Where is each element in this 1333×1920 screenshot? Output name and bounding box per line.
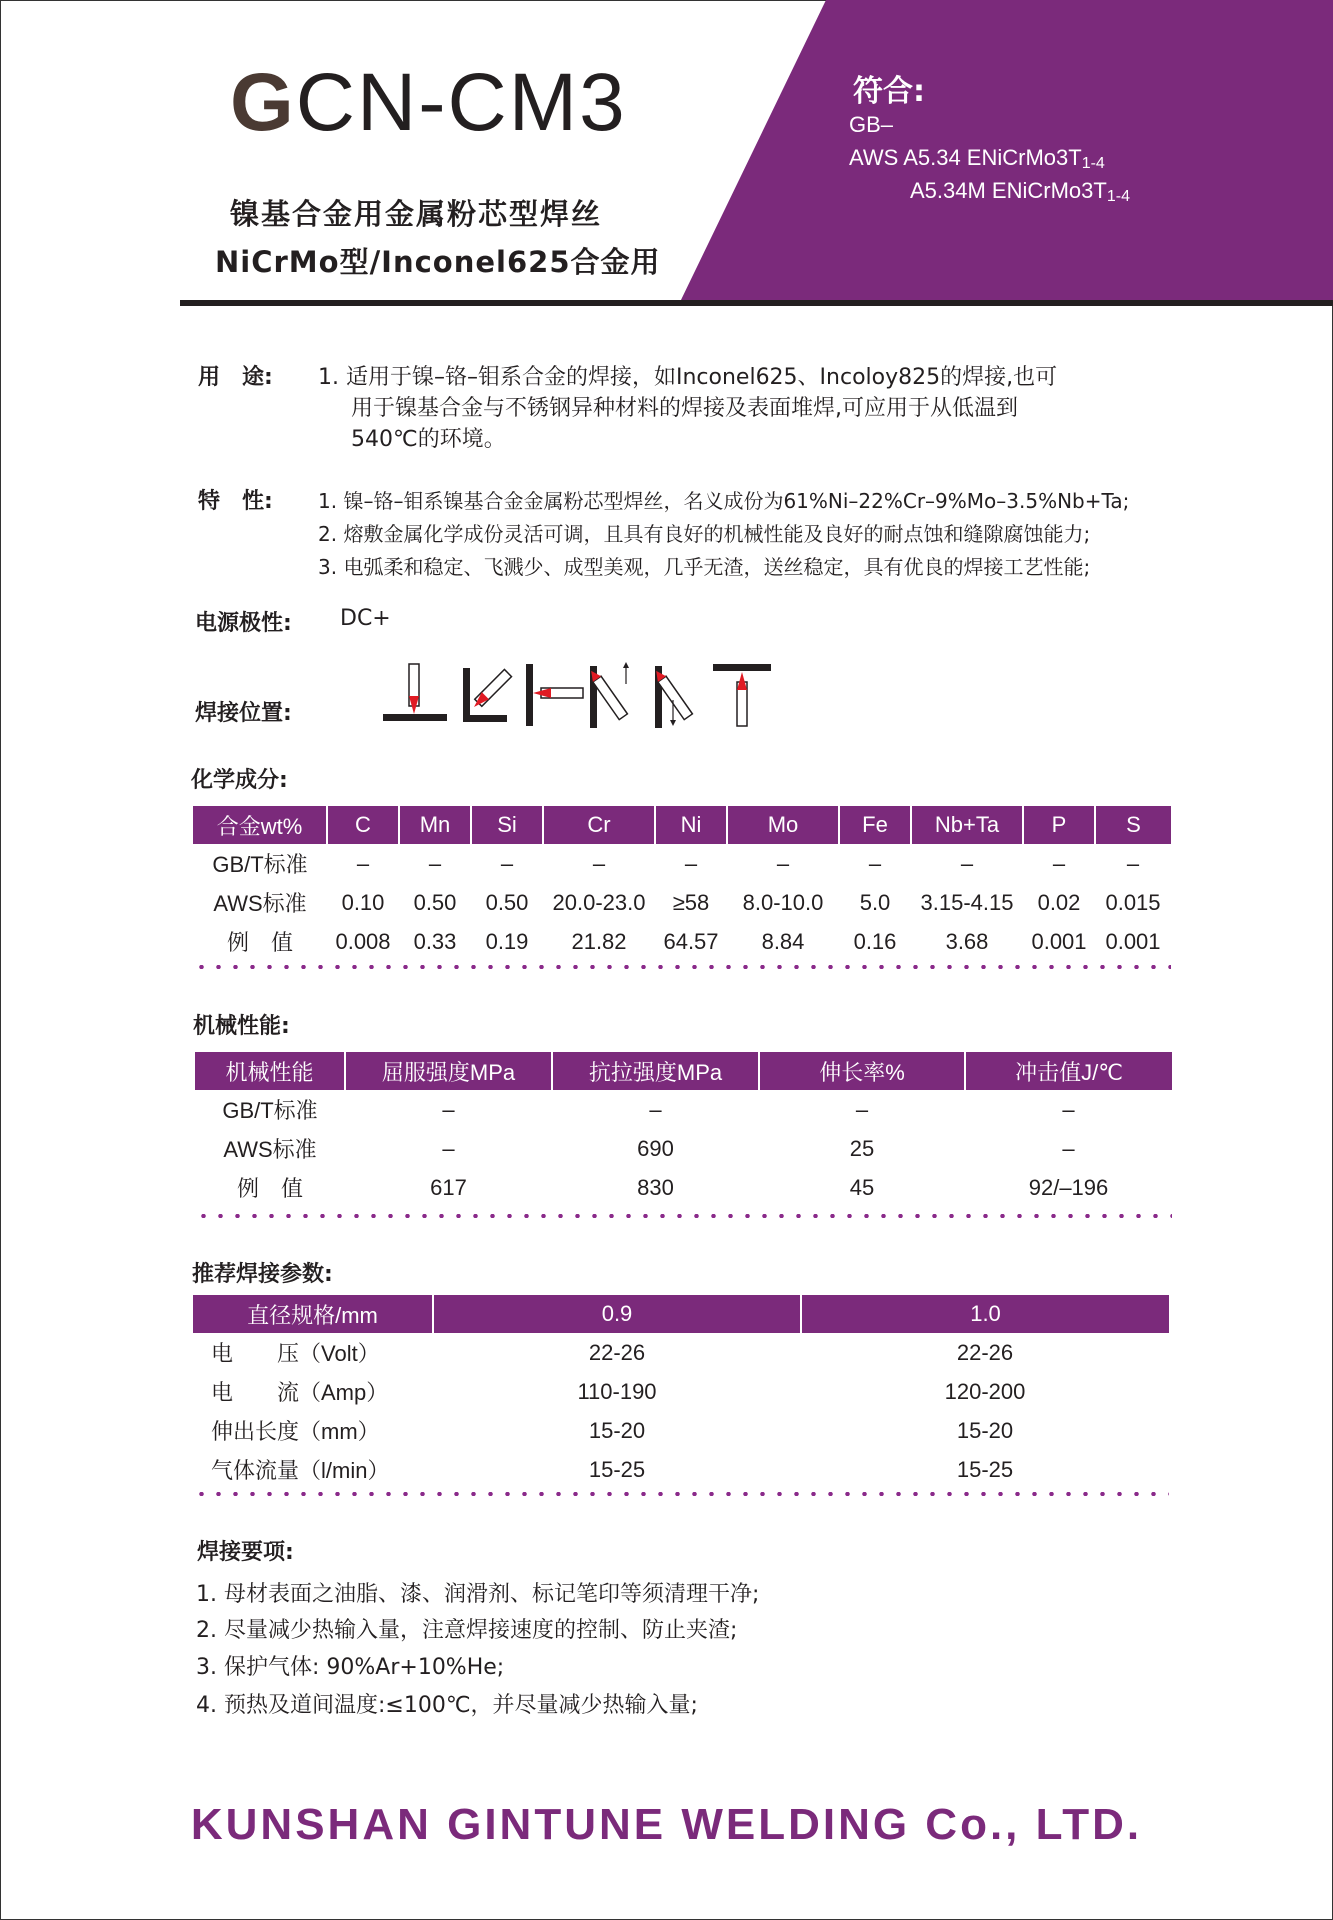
params-header-row [193,1295,1169,1333]
product-subtitle-alloy: NiCrMo型/Inconel625合金用 [215,245,661,279]
standard-aws-a534m: A5.34M $ENiCrMo3T_{1-4}$ [910,178,1130,205]
overhead-position-icon [713,664,771,726]
table-row [193,1450,1169,1489]
mechanical-table [195,1052,1172,1207]
table-cell: 0.001 [1031,928,1087,954]
column-header: Nb+Ta [911,806,1023,844]
chemistry-dotted-divider [193,965,1171,969]
table-cell: 0.50 [413,889,457,915]
column-header: C [327,806,399,844]
table-cell: – [1126,850,1140,876]
table-cell: 8.0-10.0 [742,889,824,915]
table-cell: 110-190 [577,1378,657,1404]
table-row [195,1090,1172,1129]
usage-line-1: 1. 适用于镍–铬–钼系合金的焊接，如Inconel625、Incoloy825的焊接,也可 [318,365,1058,390]
params-label: 推荐焊接参数: [192,1262,333,1287]
table-row [193,883,1171,922]
header-rule [180,300,1333,306]
usage-line-3: 540℃的环境。 [351,427,506,452]
table-cell: 伸出长度（mm） [211,1419,380,1444]
notes-label: 焊接要项: [197,1540,294,1565]
table-cell: AWS标准 [213,891,307,916]
mechanical-label: 机械性能: [193,1014,290,1039]
polarity-value: DC+ [340,606,391,631]
table-row [193,1411,1169,1450]
table-cell: GB/T标准 [212,852,308,877]
chemistry-label: 化学成分: [191,768,288,793]
table-row [193,844,1171,883]
product-subtitle-cn: 镍基合金用金属粉芯型焊丝 [230,197,603,231]
column-header: P [1023,806,1095,844]
table-cell: 0.02 [1037,889,1081,915]
params-table [193,1295,1169,1489]
feature-item: 3. 电弧柔和稳定、飞溅少、成型美观，几乎无渣，送丝稳定，具有优良的焊接工艺性能; [318,555,1091,579]
column-header: 1.0 [801,1295,1169,1333]
product-logo: GCN-CM3 [230,57,627,148]
table-cell: 0.50 [485,889,529,915]
table-cell: 690 [637,1135,674,1161]
table-cell: – [868,850,882,876]
table-cell: 120-200 [944,1378,1026,1404]
table-cell: 15-25 [588,1456,646,1482]
table-cell: ≥58 [672,889,710,915]
column-header: 屈服强度MPa [345,1052,552,1090]
table-cell: 0.015 [1105,889,1161,915]
table-cell: – [776,850,790,876]
table-cell: 8.84 [761,928,805,954]
table-cell: 0.10 [341,889,385,915]
table-cell: 0.33 [413,928,457,954]
column-header: Cr [543,806,655,844]
table-cell: 617 [430,1174,467,1200]
column-header: Ni [655,806,727,844]
table-cell: – [500,850,514,876]
table-cell: 电 流（Amp） [211,1380,389,1405]
table-cell: 例 值 [226,930,293,955]
table-cell: – [855,1096,869,1122]
table-cell: AWS标准 [223,1137,317,1162]
table-row [195,1129,1172,1168]
table-cell: – [1062,1096,1075,1122]
table-cell: – [428,850,442,876]
table-cell: 22-26 [956,1339,1014,1365]
table-cell: 0.001 [1105,928,1161,954]
column-header: 伸长率% [759,1052,965,1090]
column-header: S [1095,806,1171,844]
column-header: 冲击值J/℃ [965,1052,1172,1090]
table-cell: – [1062,1135,1075,1161]
table-cell: 21.82 [571,928,627,954]
table-cell: – [649,1096,662,1122]
mechanical-dotted-divider [195,1214,1172,1218]
table-cell: – [684,850,698,876]
column-header: 抗拉强度MPa [552,1052,759,1090]
table-cell: 3.15-4.15 [920,889,1014,915]
feature-item: 2. 熔敷金属化学成份灵活可调，且具有良好的机械性能及良好的耐点蚀和缝隙腐蚀能力; [318,522,1091,546]
welding-position-diagrams [383,662,773,728]
params-dotted-divider [193,1492,1169,1496]
column-header: 机械性能 [195,1052,345,1090]
table-cell: – [592,850,606,876]
column-header: Si [471,806,543,844]
mechanical-header-row [195,1052,1172,1090]
horizontal-fillet-icon [463,668,512,722]
standards-title: 符合: [853,74,925,109]
column-header: 直径规格/mm [193,1295,433,1333]
table-cell: 64.57 [663,928,719,954]
usage-label: 用 途: [198,365,273,390]
chemistry-header-row [193,806,1171,844]
usage-line-2: 用于镍基合金与不锈钢异种材料的焊接及表面堆焊,可应用于从低温到 [351,396,1018,421]
column-header: 0.9 [433,1295,801,1333]
horizontal-position-icon [526,664,583,726]
table-cell: 3.68 [945,928,989,954]
positions-label: 焊接位置: [195,701,292,726]
table-cell: 830 [637,1174,674,1200]
note-item: 2. 尽量减少热输入量，注意焊接速度的控制、防止夹渣; [196,1618,738,1643]
features-label: 特 性: [198,489,273,514]
table-cell: 25 [849,1135,875,1161]
table-cell: 15-20 [956,1417,1014,1443]
table-cell: 22-26 [588,1339,646,1365]
table-cell: – [356,850,370,876]
table-cell: 15-25 [956,1456,1014,1482]
polarity-label: 电源极性: [195,611,292,636]
company-name: KUNSHAN GINTUNE WELDING Co., LTD. [190,1800,1143,1849]
standard-aws-a534: AWS A5.34 $ENiCrMo3T_{1-4}$ [849,145,1105,172]
header-purple-band [0,0,1333,305]
table-row [193,1372,1169,1411]
table-row [193,1333,1169,1372]
table-cell: – [442,1135,455,1161]
table-cell: 0.16 [853,928,897,954]
column-header: Fe [839,806,911,844]
table-cell: 20.0-23.0 [552,889,646,915]
note-item: 4. 预热及道间温度:≤100℃，并尽量减少热输入量; [196,1693,698,1718]
vertical-up-icon [587,662,629,728]
column-header: Mo [727,806,839,844]
chemistry-table [193,806,1171,961]
table-cell: 气体流量（l/min） [211,1458,390,1483]
table-cell: – [960,850,974,876]
vertical-down-icon [652,666,692,728]
table-cell: – [1052,850,1066,876]
table-cell: 5.0 [859,889,891,915]
table-cell: – [442,1096,455,1122]
table-cell: 92/–196 [1028,1174,1109,1200]
note-item: 1. 母材表面之油脂、漆、润滑剂、标记笔印等须清理干净; [196,1582,760,1607]
table-cell: 0.008 [335,928,391,954]
table-cell: 例 值 [236,1176,303,1201]
table-row [193,922,1171,961]
table-row [195,1168,1172,1207]
feature-item: 1. 镍–铬–钼系镍基合金金属粉芯型焊丝，名义成份为61%Ni–22%Cr–9%Mo–3.5%Nb+Ta; [318,489,1130,513]
table-cell: 电 压（Volt） [211,1341,380,1366]
flat-position-icon [383,664,447,721]
standard-gb: GB– [849,112,894,137]
table-cell: 15-20 [588,1417,646,1443]
table-cell: 45 [849,1174,875,1200]
table-cell: 0.19 [485,928,529,954]
column-header: 合金wt% [193,806,327,844]
note-item: 3. 保护气体: 90%Ar+10%He; [196,1655,505,1680]
column-header: Mn [399,806,471,844]
table-cell: GB/T标准 [222,1098,318,1123]
